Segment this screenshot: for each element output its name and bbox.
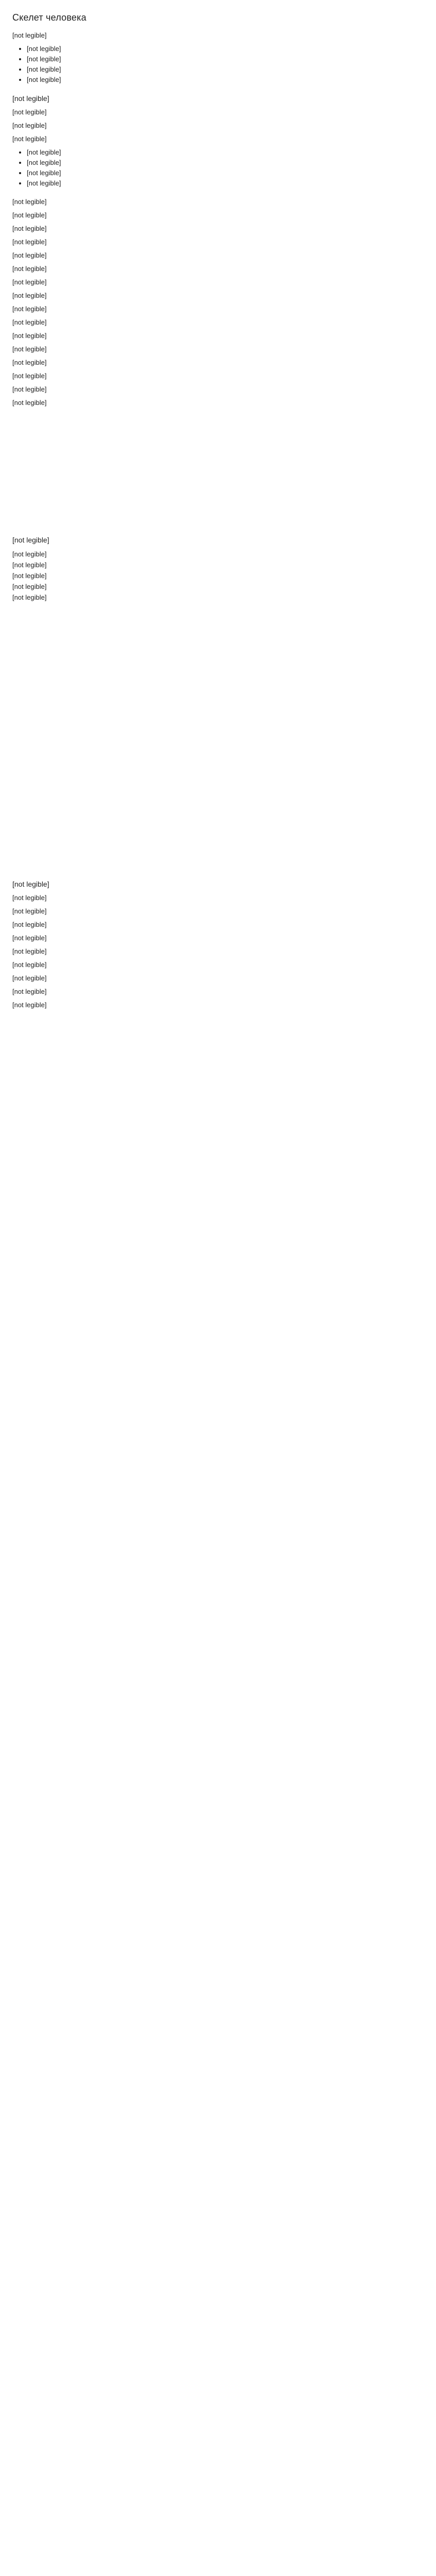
paragraph: [not legible] <box>12 318 47 326</box>
section-gap <box>12 612 424 879</box>
paragraph: [not legible] <box>12 988 47 995</box>
paragraph: [not legible] <box>12 345 47 353</box>
paragraph: [not legible] <box>12 305 47 313</box>
paragraph: [not legible] <box>12 265 47 273</box>
paragraph: [not legible] <box>12 278 47 286</box>
paragraph: [not legible] <box>12 211 47 219</box>
paragraph: [not legible] <box>12 934 47 942</box>
paragraph: [not legible] <box>12 225 47 232</box>
section-heading: [not legible] <box>12 94 49 103</box>
numbered-item: [not legible] <box>12 561 47 569</box>
section-gap <box>12 1019 424 1039</box>
paragraph: [not legible] <box>12 372 47 380</box>
document-title: Скелет человека <box>12 12 86 23</box>
paragraph: [not legible] <box>12 108 47 116</box>
bullet-item: • [not legible] <box>27 168 424 178</box>
bullet-item: • [not legible] <box>27 55 424 64</box>
section-heading: [not legible] <box>12 536 49 544</box>
bullet-list <box>12 44 424 84</box>
paragraph: [not legible] <box>12 907 47 915</box>
document-body <box>12 31 424 1039</box>
bullet-item: • [not legible] <box>27 75 424 84</box>
paragraph: [not legible] <box>12 31 47 39</box>
paragraph: [not legible] <box>12 921 47 928</box>
section-heading: [not legible] <box>12 880 49 888</box>
paragraph: [not legible] <box>12 122 47 129</box>
paragraph: [not legible] <box>12 292 47 299</box>
paragraph: [not legible] <box>12 359 47 366</box>
paragraph: [not legible] <box>12 399 47 406</box>
paragraph: [not legible] <box>12 961 47 969</box>
paragraph: [not legible] <box>12 135 47 143</box>
paragraph: [not legible] <box>12 198 47 206</box>
paragraph: [not legible] <box>12 332 47 340</box>
numbered-item: [not legible] <box>12 583 47 590</box>
bullet-item: • [not legible] <box>27 158 424 167</box>
section-1 <box>12 31 424 84</box>
section-5 <box>12 879 424 1010</box>
numbered-item: [not legible] <box>12 572 47 580</box>
paragraph: [not legible] <box>12 238 47 246</box>
bullet-list <box>12 148 424 188</box>
paragraph: [not legible] <box>12 385 47 393</box>
section-4 <box>12 535 424 602</box>
paragraph: [not legible] <box>12 1001 47 1009</box>
bullet-item: • [not legible] <box>27 148 424 157</box>
paragraph: [not legible] <box>12 947 47 955</box>
numbered-item: [not legible] <box>12 594 47 601</box>
section-3 <box>12 197 424 408</box>
section-2 <box>12 94 424 188</box>
paragraph: [not legible] <box>12 894 47 902</box>
paragraph: [not legible] <box>12 974 47 982</box>
bullet-item: • [not legible] <box>27 65 424 74</box>
paragraph: [not legible] <box>12 251 47 259</box>
section-gap <box>12 417 424 535</box>
numbered-item: [not legible] <box>12 550 47 558</box>
numbered-list <box>12 549 424 602</box>
bullet-item: • [not legible] <box>27 179 424 188</box>
bullet-item: • [not legible] <box>27 44 424 54</box>
